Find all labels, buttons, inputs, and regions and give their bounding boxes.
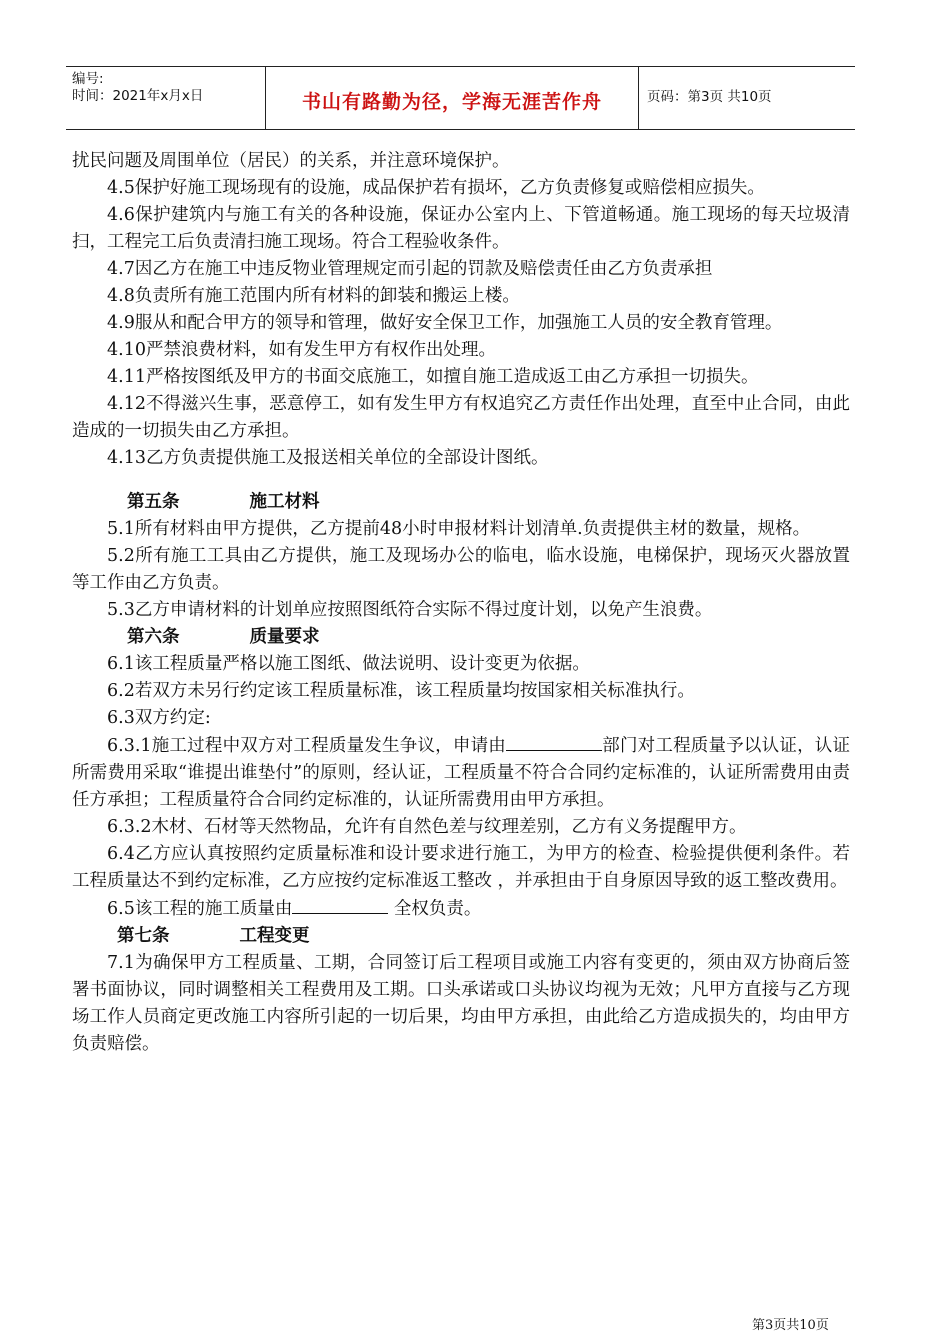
responsible-party-blank-field	[292, 895, 388, 914]
clause-6-5-rest: 全权负责。	[388, 899, 482, 919]
section-gap	[72, 472, 850, 489]
header-motto: 书山有路勤为径，学海无涯苦作舟	[301, 91, 602, 113]
clause-6-3-2: 6.3.2木材、石材等天然物品，允许有自然色差与纹理差别，乙方有义务提醒甲方。	[107, 817, 747, 837]
section-7-number: 第七条	[117, 926, 170, 946]
clause-6-3-1-start: 6.3.1施工过程中双方对工程质量发生争议，申请由	[107, 736, 507, 756]
paragraph-continued: 扰民问题及周围单位（居民）的关系，并注意环境保护。	[72, 151, 510, 171]
document-number-label: 编号:	[72, 71, 104, 87]
clause-6-3-1-rest: 部门对工程质量予以认证，认证所需费用采取“谁提出谁垫付”的原则，经认证，工程质量不符合合同约定标准的，认证所需费用由责任方承担；工程质量符合合同约定标准的，认证所需费用由甲方承担。	[72, 736, 851, 810]
clause-5-2: 5.2所有施工工具由乙方提供，施工及现场办公的临电，临水设施，电梯保护，现场灭火器放置等工作由乙方负责。	[72, 546, 850, 593]
section-5-title: 施工材料	[249, 492, 320, 512]
clause-6-1: 6.1该工程质量严格以施工图纸、做法说明、设计变更为依据。	[107, 654, 590, 674]
clause-4-7: 4.7因乙方在施工中违反物业管理规定而引起的罚款及赔偿责任由乙方负责承担	[107, 259, 713, 279]
department-blank-field	[506, 732, 602, 751]
clause-4-9: 4.9服从和配合甲方的领导和管理，做好安全保卫工作，加强施工人员的安全教育管理。	[107, 313, 783, 333]
clause-4-5: 4.5保护好施工现场现有的设施，成品保护若有损坏，乙方负责修复或赔偿相应损失。	[107, 178, 765, 198]
section-6-number: 第六条	[127, 627, 180, 647]
clause-6-4: 6.4乙方应认真按照约定质量标准和设计要求进行施工，为甲方的检查、检验提供便利条件。若工程质量达不到约定标准，乙方应按约定标准返工整改 ，并承担由于自身原因导致的返工整改费用。	[72, 844, 850, 891]
section-7-title: 工程变更	[239, 926, 310, 946]
header-page-number: 页码：第3页 共10页	[647, 89, 772, 105]
header-motto-cell	[266, 67, 639, 129]
clause-4-11: 4.11严格按图纸及甲方的书面交底施工，如擅自施工造成返工由乙方承担一切损失。	[107, 367, 759, 387]
page-header	[66, 66, 855, 130]
header-page-cell	[639, 67, 855, 129]
clause-7-1: 7.1为确保甲方工程质量、工期，合同签订后工程项目或施工内容有变更的，须由双方协商后签署书面协议，同时调整相关工程费用及工期。口头承诺或口头协议均视为无效；凡甲方直接与乙方现场工作人员商定更改施工内容所引起的一切后果，均由甲方承担，由此给乙方造成损失的，均由甲方负责赔偿。	[72, 953, 850, 1054]
clause-4-8: 4.8负责所有施工范围内所有材料的卸装和搬运上楼。	[107, 286, 520, 306]
page-footer-number: 第3页共10页	[752, 1318, 829, 1333]
clause-4-12: 4.12不得滋兴生事，恶意停工，如有发生甲方有权追究乙方责任作出处理，直至中止合同，由此造成的一切损失由乙方承担。	[72, 394, 850, 441]
clause-5-1: 5.1所有材料由甲方提供，乙方提前48小时申报材料计划清单.负责提供主材的数量，规格。	[107, 519, 811, 539]
section-6-heading	[72, 624, 850, 651]
clause-4-6: 4.6保护建筑内与施工有关的各种设施，保证办公室内上、下管道畅通。施工现场的每天垃圾清扫，工程完工后负责清扫施工现场。符合工程验收条件。	[72, 205, 850, 252]
clause-4-10: 4.10严禁浪费材料，如有发生甲方有权作出处理。	[107, 340, 496, 360]
document-body	[72, 148, 850, 1058]
section-5-number: 第五条	[127, 492, 180, 512]
section-6-title: 质量要求	[249, 627, 320, 647]
clause-6-3-1	[72, 732, 850, 814]
section-7-heading	[72, 923, 850, 950]
clause-6-5	[72, 895, 850, 923]
section-5-heading	[72, 489, 850, 516]
clause-6-5-start: 6.5该工程的施工质量由	[107, 899, 293, 919]
clause-5-3: 5.3乙方申请材料的计划单应按照图纸符合实际不得过度计划，以免产生浪费。	[107, 600, 713, 620]
document-time-label: 时间：2021年x月x日	[72, 88, 204, 104]
clause-6-3: 6.3双方约定:	[107, 708, 211, 728]
header-info-cell	[66, 67, 266, 129]
clause-6-2: 6.2若双方未另行约定该工程质量标准，该工程质量均按国家相关标准执行。	[107, 681, 695, 701]
clause-4-13: 4.13乙方负责提供施工及报送相关单位的全部设计图纸。	[107, 448, 549, 468]
